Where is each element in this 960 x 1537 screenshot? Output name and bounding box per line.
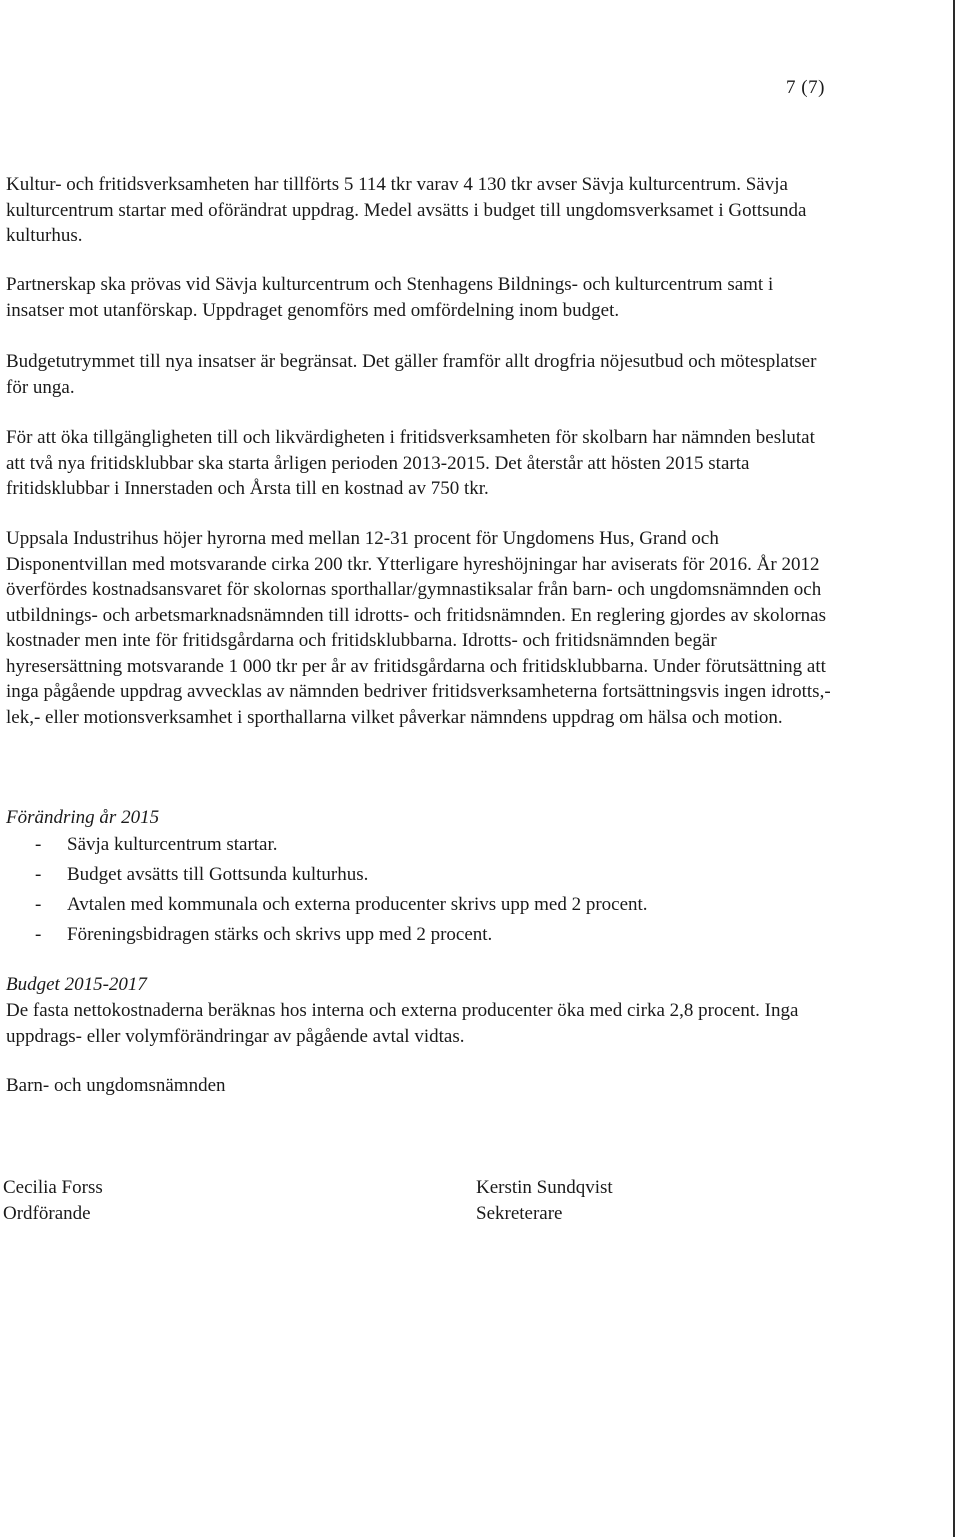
- dash-marker: -: [35, 864, 42, 885]
- paragraph-partnership: Partnerskap ska prövas vid Sävja kulturcentrum och Stenhagens Bildnings- och kulturcentrum samt i insatser mot utanförskap. Uppdraget genomförs med omfördelning inom budget.: [6, 274, 774, 321]
- signatory-name: Kerstin Sundqvist: [476, 1177, 613, 1198]
- signatory-chair: [3, 1175, 103, 1226]
- committee-name: Barn- och ungdomsnämnden: [6, 1075, 226, 1096]
- list-item-text: Föreningsbidragen stärks och skrivs upp med 2 procent.: [67, 924, 493, 945]
- signatory-name: Cecilia Forss: [3, 1177, 103, 1198]
- list-item-text: Avtalen med kommunala och externa producenter skrivs upp med 2 procent.: [67, 894, 648, 915]
- dash-marker: -: [35, 894, 42, 915]
- paragraph-budget-text: De fasta nettokostnaderna beräknas hos interna och externa producenter öka med cirka 2,8 procent. Inga uppdrags- eller volymförändringar av pågående avtal vidtas.: [6, 1000, 799, 1047]
- list-item: [6, 832, 648, 862]
- page-number: 7 (7): [786, 77, 825, 98]
- paragraph-budget-room: Budgetutrymmet till nya insatser är begränsat. Det gäller framför allt drogfria nöjesutbud och mötesplatser för unga.: [6, 351, 817, 398]
- dash-marker: -: [35, 924, 42, 945]
- paragraph-sävja-funding: Kultur- och fritidsverksamheten har tillförts 5 114 tkr varav 4 130 tkr avser Sävja kulturcentrum. Sävja kulturcentrum startar med oförändrat uppdrag. Medel avsätts i budget till ungdomsverksamet i Gottsunda kulturhus.: [6, 174, 807, 246]
- signatory-title: Sekreterare: [476, 1202, 563, 1224]
- list-item: [6, 922, 648, 952]
- signatory-title: Ordförande: [3, 1202, 91, 1224]
- section-heading-2015: Förändring år 2015: [6, 807, 160, 828]
- paragraph-rent-increase: Uppsala Industrihus höjer hyrorna med mellan 12-31 procent för Ungdomens Hus, Grand och Disponentvillan med motsvarande cirka 200 tkr. Ytterligare hyreshöjningar har aviserats för 2016. År 2012 överfördes kostnadsansvaret för skolornas sporthallar/gymnastiksalar från barn- och ungdomsnämnden och utbildnings- och arbetsmarknadsnämnden till idrotts- och fritidsnämnden. En reglering gjordes av skolornas kostnader men inte för fritidsgårdarna och fritidsklubbarna. Idrotts- och fritidsnämnden begär hyresersättning motsvarande 1 000 tkr per år av fritidsgårdarna och fritidsklubbarna. Under förutsättning att inga pågående uppdrag avvecklas av nämnden bedriver fritidsverksamheterna fortsättningsvis ingen idrotts,- lek,- eller motionsverksamhet i sporthallarna vilket påverkar nämndens uppdrag om hälsa och motion.: [6, 528, 831, 728]
- dash-marker: -: [35, 834, 42, 855]
- list-item-text: Sävja kulturcentrum startar.: [67, 834, 278, 855]
- page-edge-rule: [953, 0, 955, 1537]
- list-item-text: Budget avsätts till Gottsunda kulturhus.: [67, 864, 369, 885]
- changes-2015-list: [6, 832, 648, 952]
- section-heading-budget: Budget 2015-2017: [6, 974, 147, 995]
- paragraph-after-school-clubs: För att öka tillgängligheten till och likvärdigheten i fritidsverksamheten för skolbarn har nämnden beslutat att två nya fritidsklubbar ska starta årligen perioden 2013-2015. Det återstår att hösten 2015 starta fritidsklubbar i Innerstaden och Årsta till en kostnad av 750 tkr.: [6, 427, 815, 499]
- list-item: [6, 862, 648, 892]
- signatory-secretary: [476, 1175, 613, 1226]
- list-item: [6, 892, 648, 922]
